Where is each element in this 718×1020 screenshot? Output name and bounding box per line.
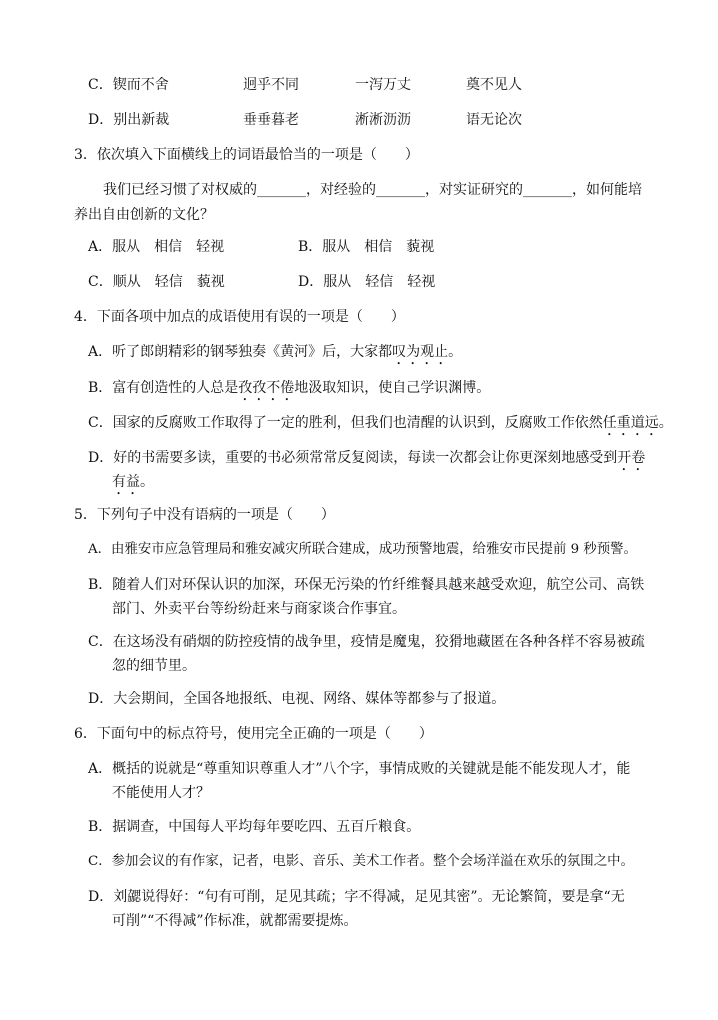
q5-option-b-line1: B．随着人们对环保认识的加深，环保无污染的竹纤维餐具越来越受欢迎，航空公司、高铁 [88, 577, 645, 593]
q4-b-text: B．富有创造性的人总是 [88, 380, 239, 396]
q3-option-c: C．顺从 轻信 藐视 [88, 274, 225, 290]
q4-b-end: 地汲取知识，使自己学识渊博。 [294, 380, 491, 396]
q2-option-d-label: D．别出新裁 [88, 112, 170, 128]
q2-option-d-word3: 淅淅沥沥 [355, 112, 411, 128]
q5-option-b-line2: 部门、外卖平台等纷纷赶来与商家谈合作事宜。 [112, 601, 406, 617]
q4-c-text: C．国家的反腐败工作取得了一定的胜利，但我们也清醒的认识到，反腐败工作依然 [88, 415, 603, 431]
q4-stem: 4．下面各项中加点的成语使用有误的一项是（ ） [74, 309, 405, 325]
q3-stem: 3．依次填入下面横线上的词语最恰当的一项是（ ） [74, 147, 419, 163]
q4-option-c [88, 413, 673, 439]
q4-c-end: 。 [658, 415, 673, 431]
q2-option-c-label: C．锲而不舍 [88, 77, 169, 93]
q5-option-d: D．大会期间，全国各地报纸、电视、网络、媒体等都参与了报道。 [88, 691, 506, 707]
q5-stem: 5．下列句子中没有语病的一项是（ ） [74, 507, 335, 523]
q4-b-idiom: 孜孜不倦 [238, 380, 295, 396]
q6-option-d-line2: 可削”“不得减”作标准，就都需要提炼。 [112, 913, 358, 929]
q2-option-c-word2: 迥乎不同 [243, 77, 299, 93]
q4-d-idiom-part1: 开卷 [617, 450, 646, 466]
q5-option-a: A．由雅安市应急管理局和雅安减灾所联合建成，成功预警地震，给雅安市民提前 9 秒预警。 [88, 542, 637, 557]
q4-option-b [88, 378, 490, 404]
q6-option-d-line1: D．刘勰说得好：“句有可削，足见其疏；字不得减，足见其密”。无论繁简，要是拿“无 [88, 889, 625, 905]
q2-option-c-word3: 一泻万丈 [355, 77, 411, 93]
q6-option-a-line2: 不能使用人才？ [112, 785, 210, 801]
q3-option-a: A．服从 相信 轻视 [88, 239, 225, 255]
q4-option-d-line2 [112, 472, 154, 498]
q6-stem: 6．下面句中的标点符号，使用完全正确的一项是（ ） [74, 726, 433, 742]
q6-option-a-line1: A．概括的说就是“尊重知识尊重人才”八个字，事情成败的关键就是能不能发现人才，能 [88, 761, 631, 777]
q6-option-b: B．据调查，中国每人平均每年要吃四、五百斤粮食。 [88, 819, 421, 835]
q2-option-d-word4: 语无论次 [466, 112, 522, 128]
q2-option-c-word4: 奠不见人 [466, 77, 522, 93]
q4-option-d-line1 [88, 448, 645, 474]
q4-d-end: 。 [140, 474, 154, 490]
q3-passage-line1: 我们已经习惯了对权威的_______，对经验的_______，对实证研究的_______，如何能培 [103, 182, 642, 198]
q4-c-idiom: 任重道远 [602, 415, 659, 431]
q4-d-idiom-part2: 有益 [112, 474, 140, 490]
q5-option-c-line2: 忽的细节里。 [112, 658, 196, 674]
q3-option-b: B．服从 相信 藐视 [298, 239, 435, 255]
q2-option-d-word2: 垂垂暮老 [243, 112, 299, 128]
q5-option-c-line1: C．在这场没有硝烟的防控疫情的战争里，疫情是魔鬼，狡猾地藏匿在各种各样不容易被疏 [88, 634, 645, 650]
q4-a-end: 。 [448, 344, 463, 360]
q4-a-idiom: 叹为观止 [392, 344, 449, 360]
q3-passage-line2: 养出自由创新的文化？ [74, 207, 214, 223]
q4-d-text: D．好的书需要多读，重要的书必须常常反复阅读，每读一次都会让你更深刻地感受到 [88, 450, 618, 466]
q6-option-c: C．参加会议的有作家，记者，电影、音乐、美术工作者。整个会场洋溢在欢乐的氛围之中。 [88, 854, 634, 869]
q4-option-a [88, 342, 462, 368]
q4-a-text: A．听了郎朗精彩的钢琴独奏《黄河》后，大家都 [88, 344, 393, 360]
q3-option-d: D．服从 轻信 轻视 [298, 274, 436, 290]
